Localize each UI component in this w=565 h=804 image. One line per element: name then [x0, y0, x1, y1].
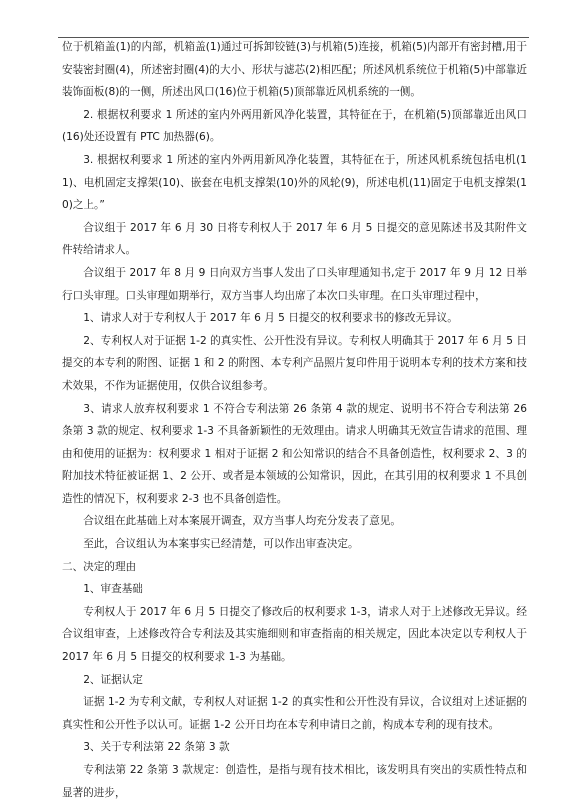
body-paragraph: 合议组于 2017 年 6 月 30 日将专利权人于 2017 年 6 月 5 日提交的意见陈述书及其附件文件转给请求人。	[62, 221, 527, 257]
section-heading: 二、决定的理由	[62, 560, 137, 573]
body-paragraph: 至此，合议组认为本案事实已经清楚，可以作出审查决定。	[83, 538, 359, 551]
body-paragraph: 合议组在此基础上对本案展开调查，双方当事人均充分发表了意见。	[83, 515, 401, 528]
body-paragraph: 专利权人于 2017 年 6 月 5 日提交了修改后的权利要求 1-3，请求人对于上述修改无异议。经合议组审查，上述修改符合专利法及其实施细则和审查指南的相关规定，因此本决定以专利权人于 2017 年 6 月 5 日提交的权利要求 1-3 为基础。	[62, 605, 527, 664]
body-paragraph: 合议组于 2017 年 8 月 9 日向双方当事人发出了口头审理通知书,定于 2017 年 9 月 12 日举行口头审理。口头审理如期举行，双方当事人均出席了本次口头审理。在口头审理过程中，	[62, 266, 527, 302]
body-paragraph: 3、请求人放弃权利要求 1 不符合专利法第 26 条第 4 款的规定、说明书不符合专利法第 26 条第 3 款的规定、权利要求 1-3 不具备新颖性的无效理由。请求人明确其无效宣告请求的范围、理由和使用的证据为：权利要求 1 相对于证据 2 和公知常识的结合不具备创造性，权利要求 2、3 的附加技术特征被证据 1、2 公开、或者是本领域的公知常识，因此，在其引用的权利要求 1 不具创造性的情况下，权利要求 2-3 也不具备创造性。	[62, 402, 527, 505]
body-paragraph: 3. 根据权利要求 1 所述的室内外两用新风净化装置，其特征在于，所述风机系统包括电机(11)、电机固定支撑架(10)、嵌套在电机支撑架(10)外的风轮(9)，所述电机(11)固定于电机支撑架(10)之上。”	[62, 153, 527, 212]
body-paragraph: 1、请求人对于专利权人于 2017 年 6 月 5 日提交的权利要求书的修改无异议。	[83, 312, 458, 325]
body-paragraph: 2. 根据权利要求 1 所述的室内外两用新风净化装置，其特征在于，在机箱(5)顶部靠近出风口(16)处还设置有 PTC 加热器(6)。	[62, 108, 527, 144]
subsection-heading: 3、关于专利法第 22 条第 3 款	[83, 741, 230, 754]
document-body	[62, 36, 527, 804]
continued-paragraph: 位于机箱盖(1)的内部，机箱盖(1)通过可拆卸铰链(3)与机箱(5)连接，机箱(5)内部开有密封槽,用于安装密封圈(4)，所述密封圈(4)的大小、形状与滤芯(2)相匹配；所述风机系统位于机箱(5)中部靠近装饰面板(8)的一侧，所述出风口(16)位于机箱(5)顶部靠近风机系统的一侧。	[62, 41, 527, 99]
body-paragraph: 证据 1-2 为专利文献，专利权人对证据 1-2 的真实性和公开性没有异议，合议组对上述证据的真实性和公开性予以认可。证据 1-2 公开日均在本专利申请日之前，构成本专利的现有技术。	[62, 696, 527, 731]
subsection-heading: 1、审查基础	[83, 583, 143, 596]
body-paragraph: 2、专利权人对于证据 1-2 的真实性、公开性没有异议。专利权人明确其于 2017 年 6 月 5 日提交的本专利的附图、证据 1 和 2 的附图、本专利产品照片复印件用于说明本专利的技术方案和技术效果，不作为证据使用，仅供合议组参考。	[62, 334, 527, 392]
body-paragraph: 专利法第 22 条第 3 款规定：创造性，是指与现有技术相比，该发明具有突出的实质性特点和显著的进步，	[62, 764, 527, 799]
subsection-heading: 2、证据认定	[83, 673, 143, 686]
